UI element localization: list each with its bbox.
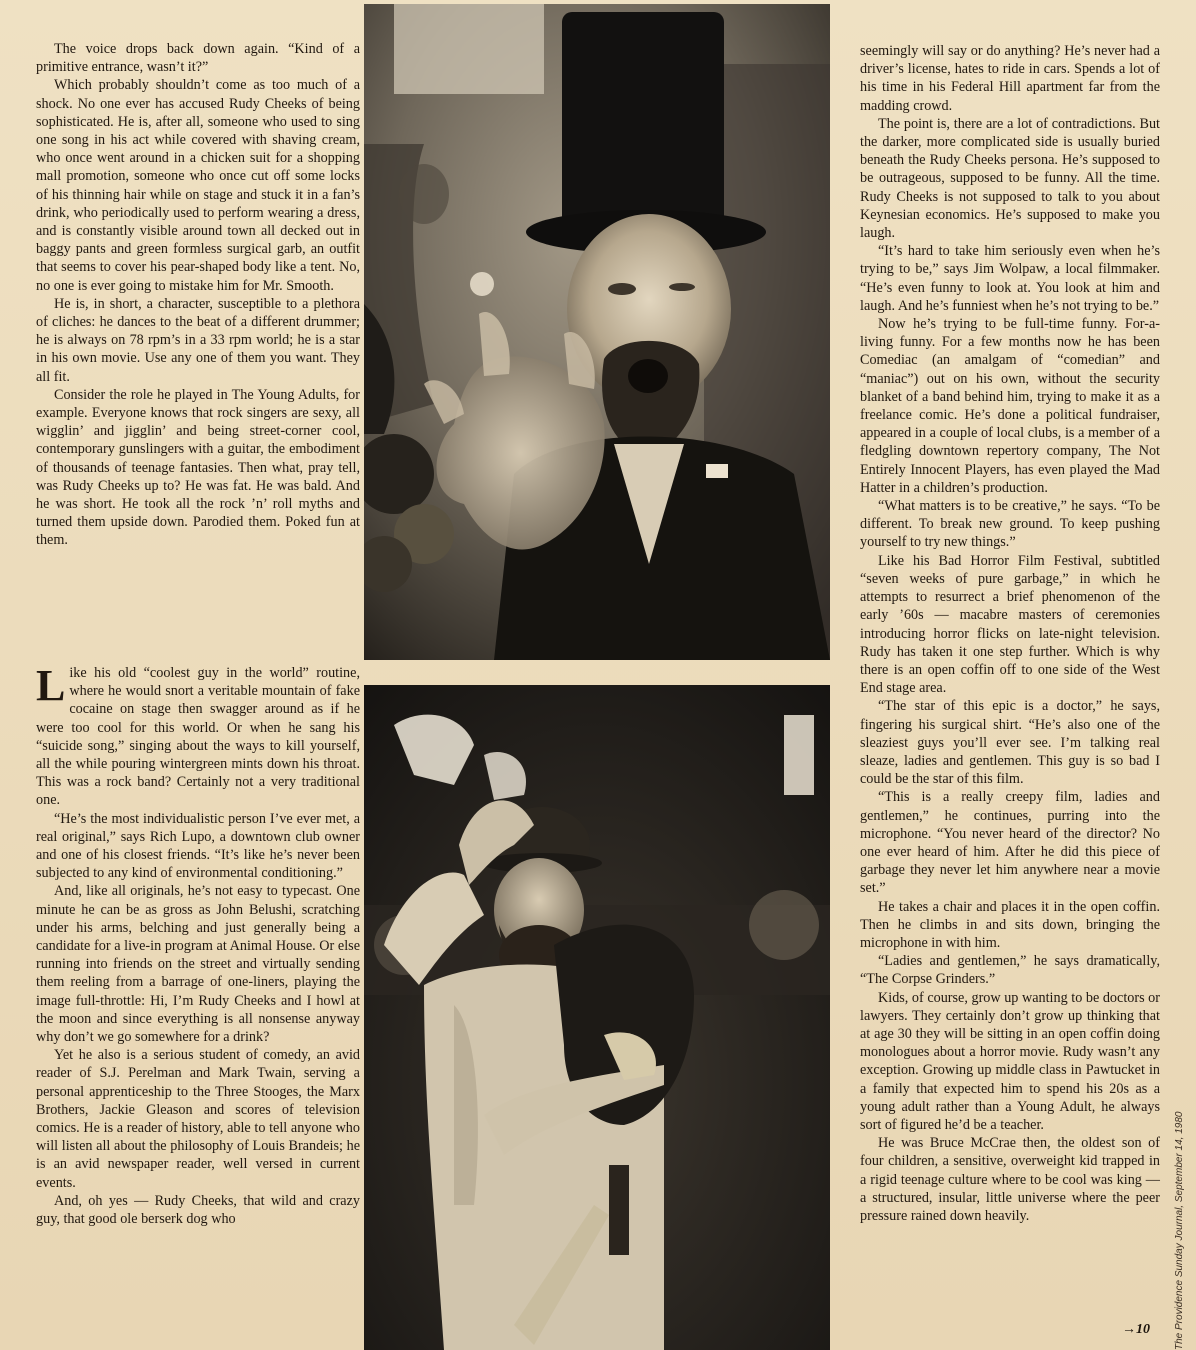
paragraph: And, like all originals, he’s not easy to typecast. One minute he can be as gross as John Belushi, scratching under his arms, belching and just generally being a candidate for a live-in program at Animal House. Or else running into friends on the street and virtually sending them reeling from a barrage of one-liners, playing the image full-throttle: Hi, I’m Rudy Cheeks and I howl at the moon and since everything is all nonsense anyway why don’t we go somewhere for a drink? [36,883,360,1046]
paragraph: “He’s the most individualistic person I’ve ever met, a real original,” says Rich Lupo, a downtown club owner and one of his closest friends. “It’s like he’s never been subjected to any kind of environmental conditioning.” [36,810,360,882]
paragraph: “The star of this epic is a doctor,” he says, fingering his surgical shirt. “He’s also one of the sleaziest guys you’ll ever see. I’m talking real sleaze, ladies and gentlemen. This guy is so bad I could be the star of this film. [860,698,1160,788]
drop-cap: L [36,661,66,710]
paragraph-text: ike his old “coolest guy in the world” routine, where he would snort a veritable mountain of fake cocaine on stage then swagger around as if he were too cool for this world. Or when he sang his “suicide song,” singing about the ways to kill yourself, all the while pouring wintergreen mints down his throat. This was a rock band? Certainly not a very traditional one. [36,665,360,809]
paragraph: “What matters is to be creative,” he says. “To be different. To break new ground. To keep pushing yourself to try new things.” [860,498,1160,551]
publication-credit: The Providence Sunday Journal, September 14, 1980 [1174,1111,1185,1350]
paragraph: Which probably shouldn’t come as too much of a shock. No one ever has accused Rudy Cheeks of being sophisticated. He is, after all, someone who used to sing one song in his act while covered with shaving cream, who once went around in a chicken suit for a shopping mall promotion, someone who once cut off some locks of his thinning hair while on stage and stuck it in a fan’s drink, who periodically used to perform wearing a dress, and is constantly visible around town all decked out in baggy pants and green formless surgical garb, an outfit that seems to cover his pear-shaped body like a tent. No, no one is ever going to mistake him for Mr. Smooth. [36,77,360,294]
paragraph: He is, in short, a character, susceptible to a plethora of cliches: he dances to the beat of a different drummer; he is always on 78 rpm’s in a 33 rpm world; he is a star in his own movie. Use any one of them you want. They all fit. [36,295,360,385]
photo-top-hat [364,4,830,660]
paragraph: Consider the role he played in The Young Adults, for example. Everyone knows that rock singers are sexy, all wigglin’ and jigglin’ and being street-corner cool, contemporary gunslingers with a guitar, the embodiment of thousands of teenage fantasies. Then what, pray tell, was Rudy Cheeks up to? He was fat. He was bald. And he was short. He took all the rock ’n’ roll myths and turned them upside down. Parodied them. Poked fun at them. [36,386,360,549]
continued-marker: →10 [1122,1322,1150,1337]
article-column-left-top [36,40,360,550]
paragraph: Kids, of course, grow up wanting to be doctors or lawyers. They certainly don’t grow up thinking that at age 30 they will be sitting in an open coffin doing monologues about a horror movie. Rudy wasn’t any exception. Growing up middle class in Pawtucket in a family that expected him to spend his 20s as a young adult rather than a Young Adult, he always sort of figured he’d be a teacher. [860,989,1160,1133]
photo-street [364,685,830,1350]
paragraph: The point is, there are a lot of contradictions. But the darker, more complicated side is usually buried beneath the Rudy Cheeks persona. He’s supposed to be outrageous, supposed to be funny. All the time. Rudy Cheeks is not supposed to talk to you about Keynesian economics. He’s supposed to make you laugh. [860,115,1160,242]
paragraph: “It’s hard to take him seriously even when he’s trying to be,” says Jim Wolpaw, a local filmmaker. “He’s even funny to look at. You look at him and laugh. And he’s funniest when he’s not trying to be.” [860,243,1160,314]
paragraph: The voice drops back down again. “Kind of a primitive entrance, wasn’t it?” [36,41,360,76]
paragraph: Like his Bad Horror Film Festival, subtitled “seven weeks of pure garbage,” in which he attempts to resurrect a brief phenomenon of the early ’60s — macabre masters of ceremonies introducing horror flicks on late-night television. Rudy has taken it one step further. Which is why there is an open coffin off to one side of the West End stage area. [860,552,1160,697]
paragraph: seemingly will say or do anything? He’s never had a driver’s license, hates to ride in cars. Spends a lot of his time in his Federal Hill apartment far from the madding crowd. [860,43,1160,114]
paragraph-dropcap [36,661,360,810]
article-column-right [860,42,1160,1225]
paragraph: Now he’s trying to be full-time funny. For-a-living funny. For a few months now he has been Comediac (an amalgam of “comedian” and “maniac”) out on his own, without the security blanket of a band behind him, trying to make it as a freelance comic. He’s done a political fundraiser, appeared in a couple of local clubs, is a member of a fledgling downtown repertory company, The Not Entirely Innocent Players, has even played the Mad Hatter in a children’s production. [860,316,1160,496]
paragraph: And, oh yes — Rudy Cheeks, that wild and crazy guy, that good ole berserk dog who [36,1192,360,1228]
paragraph: He was Bruce McCrae then, the oldest son of four children, a sensitive, overweight kid trapped in a rigid teenage culture where to be cool was king — a structured, insular, little universe where the peer pressure rained down heavily. [860,1135,1160,1224]
paragraph: He takes a chair and places it in the open coffin. Then he climbs in and sits down, bringing the microphone in with him. [860,898,1160,951]
article-column-left-bottom [36,661,360,1228]
paragraph: “This is a really creepy film, ladies and gentlemen,” he continues, purring into the microphone. “You never heard of the director? No one ever heard of him. After he did this piece of garbage they never let him anywhere near a movie set.” [860,789,1160,897]
paragraph: “Ladies and gentlemen,” he says dramatically, “The Corpse Grinders.” [860,953,1160,988]
paragraph: Yet he also is a serious student of comedy, an avid reader of S.J. Perelman and Mark Twain, serving a personal apprenticeship to the Three Stooges, the Marx Brothers, Jackie Gleason and scores of television comics. He is a reader of history, able to tell anyone who will listen all about the philosophy of Louis Brandeis; he is an avid newspaper reader, well versed in current events. [36,1047,360,1191]
